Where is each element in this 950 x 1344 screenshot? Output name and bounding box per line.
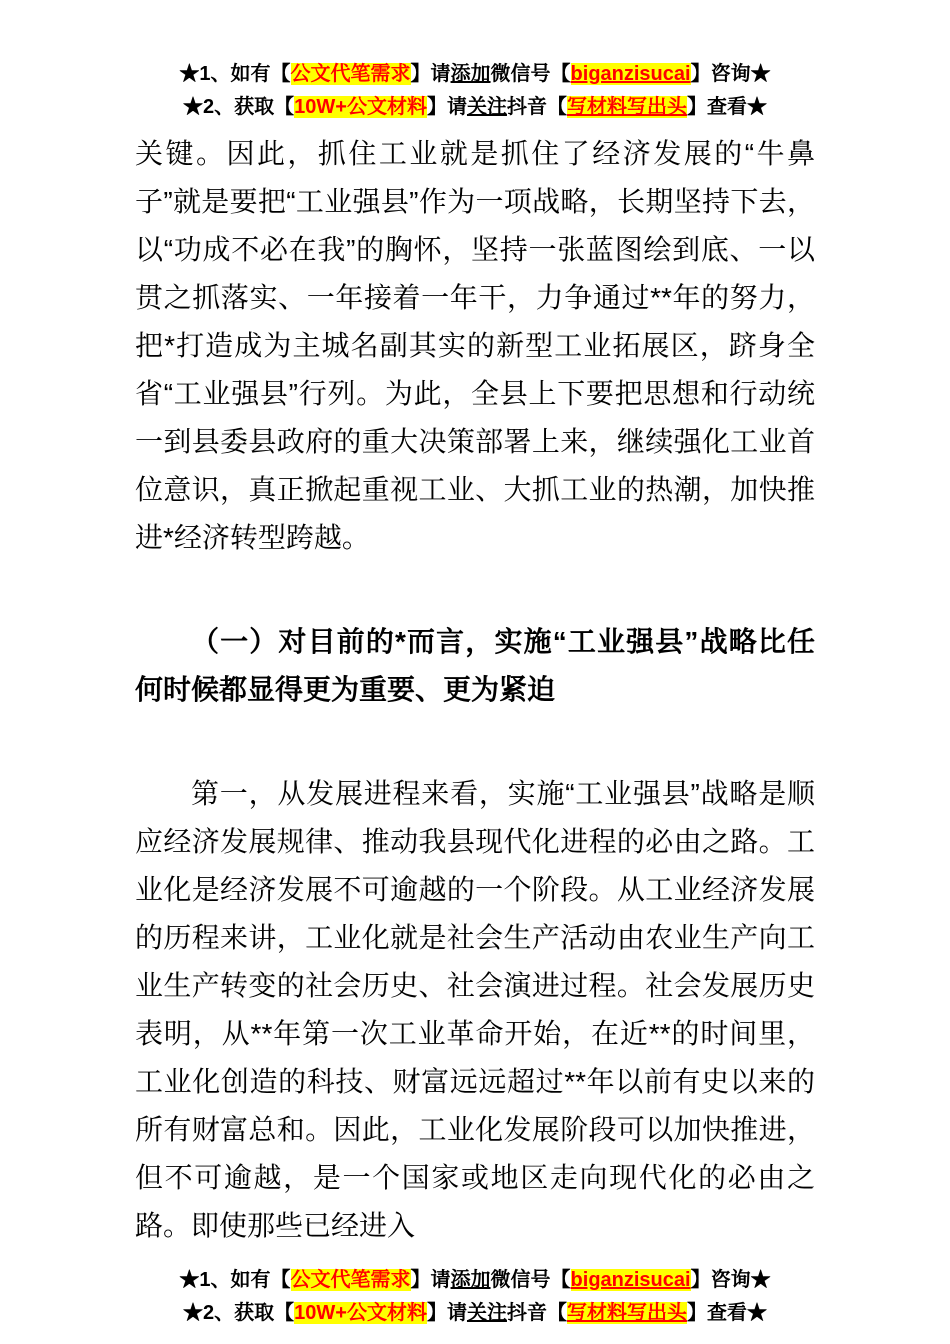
promo-line-1-footer (0, 1264, 950, 1297)
promo-text: ★2、获取【 (183, 1302, 295, 1324)
promo-text: 】请 (410, 1269, 451, 1291)
promo-text: 】咨询★ (690, 1269, 771, 1291)
promo-highlight-text: biganzisucai (570, 63, 691, 85)
promo-highlight-text: 10W+公文材料 (294, 96, 427, 118)
promo-text: 微信号【 (490, 1269, 571, 1291)
document-body (135, 130, 815, 1250)
section-heading-1: （一）对目前的*而言，实施“工业强县”战略比任何时候都显得更为重要、更为紧迫 (135, 626, 815, 705)
promo-text: 添加 (450, 63, 491, 85)
promo-text: 抖音【 (506, 96, 567, 118)
promo-text: 微信号【 (490, 63, 571, 85)
promo-text: 关注 (466, 1302, 507, 1324)
promo-line-1-header (0, 58, 950, 91)
promo-text: 关注 (466, 96, 507, 118)
promo-highlight-text: 10W+公文材料 (294, 1302, 427, 1324)
body-paragraph-continuation: 关键。因此，抓住工业就是抓住了经济发展的“牛鼻子”就是要把“工业强县”作为一项战略，长期坚持下去，以“功成不必在我”的胸怀，坚持一张蓝图绘到底、一以贯之抓落实、一年接着一年干，力争通过**年的努力，把*打造成为主城名副其实的新型工业拓展区，跻身全省“工业强县”行列。为此，全县上下要把思想和行动统一到县委县政府的重大决策部署上来，继续强化工业首位意识，真正掀起重视工业、大抓工业的热潮，加快推进*经济转型跨越。 (135, 138, 815, 553)
promo-line-2-header (0, 91, 950, 124)
promo-text: 】查看★ (686, 1302, 767, 1324)
promo-text: 】请 (410, 63, 451, 85)
promo-text: 添加 (450, 1269, 491, 1291)
promo-text: 】请 (426, 1302, 467, 1324)
promo-line-2-footer (0, 1297, 950, 1330)
promo-text: 】查看★ (686, 96, 767, 118)
promo-text: ★1、如有【 (179, 1269, 291, 1291)
promo-highlight-text: 写材料写出头 (566, 96, 687, 118)
promo-highlight-text: 公文代笔需求 (290, 63, 411, 85)
body-paragraph-first: 第一，从发展进程来看，实施“工业强县”战略是顺应经济发展规律、推动我县现代化进程的必由之路。工业化是经济发展不可逾越的一个阶段。从工业经济发展的历程来讲，工业化就是社会生产活动由农业生产向工业生产转变的社会历史、社会演进过程。社会发展历史表明，从**年第一次工业革命开始，在近**的时间里，工业化创造的科技、财富远远超过**年以前有史以来的所有财富总和。因此，工业化发展阶段可以加快推进，但不可逾越，是一个国家或地区走向现代化的必由之路。即使那些已经进入 (135, 778, 815, 1241)
promo-text: ★2、获取【 (183, 96, 295, 118)
promo-text: 】咨询★ (690, 63, 771, 85)
promo-highlight-text: biganzisucai (570, 1269, 691, 1291)
promo-text: ★1、如有【 (179, 63, 291, 85)
promo-text: 抖音【 (506, 1302, 567, 1324)
promo-banner-header (0, 58, 950, 124)
promo-highlight-text: 写材料写出头 (566, 1302, 687, 1324)
promo-text: 】请 (426, 96, 467, 118)
promo-banner-footer (0, 1264, 950, 1330)
promo-highlight-text: 公文代笔需求 (290, 1269, 411, 1291)
